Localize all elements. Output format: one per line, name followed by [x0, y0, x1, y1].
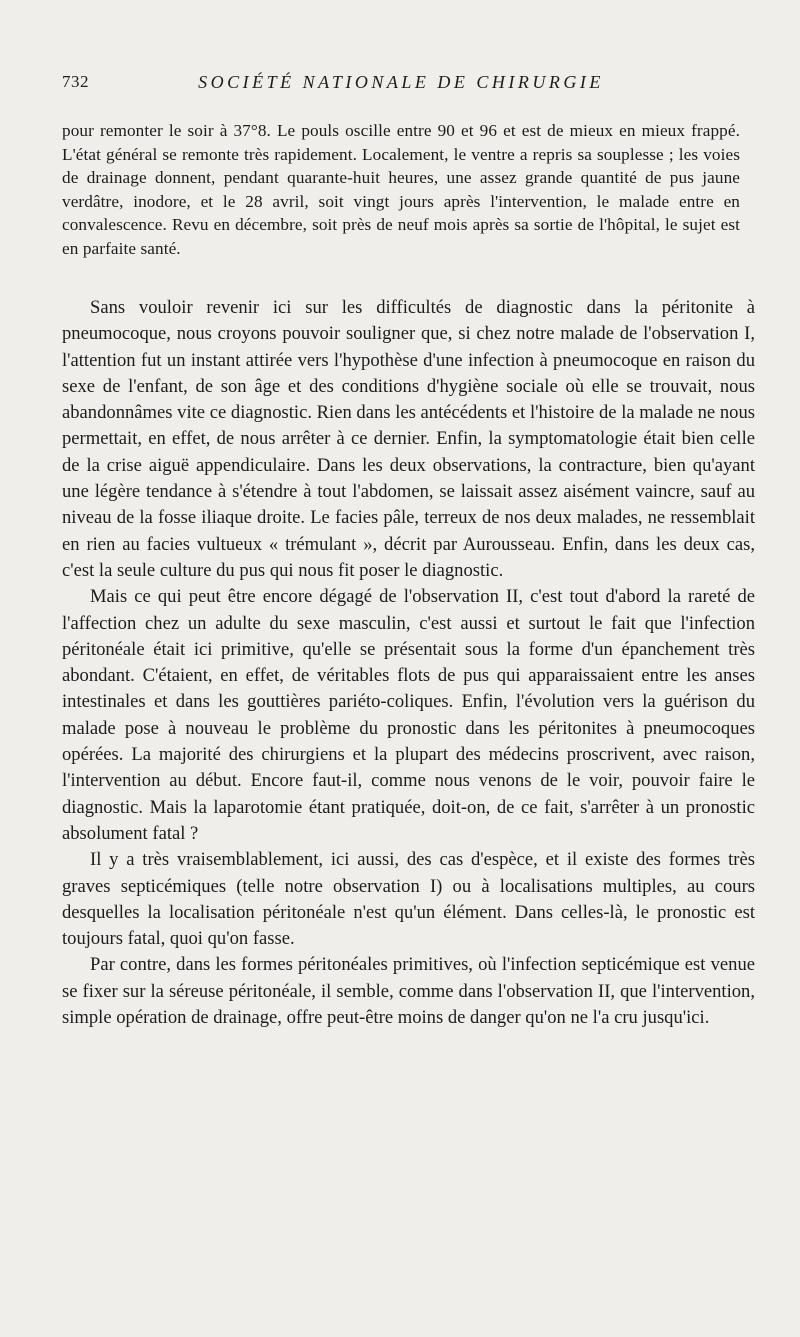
- discussion-paragraph-3: Il y a très vraisemblablement, ici aussi, des cas d'espèce, et il existe des formes très graves septicémiques (telle notre observation I) ou à localisations multiples, au cours desquelles la localisation péritonéale n'est qu'un élément. Dans celles-là, le pronostic est toujours fatal, quoi qu'on fasse.: [62, 849, 755, 950]
- page-header: [62, 72, 740, 96]
- observation-text-block: [62, 119, 740, 261]
- discussion-paragraph-4: Par contre, dans les formes péritonéales primitives, où l'infection septicémique est venue se fixer sur la séreuse péritonéale, il semble, comme dans l'observation II, que l'intervention, simple opération de drainage, offre peut-être moins de danger qu'on ne l'a cru jusqu'ici.: [62, 954, 755, 1029]
- discussion-paragraph-2: Mais ce qui peut être encore dégagé de l'observation II, c'est tout d'abord la rareté de l'affection chez un adulte du sexe masculin, c'est aussi et surtout le fait que l'infection péritonéale était ici primitive, qu'elle se présentait sous la forme d'un épanchement très abondant. C'étaient, en effet, de véritables flots de pus qui apparaissaient entre les anses intestinales et dans les gouttières pariéto-coliques. Enfin, l'évolution vers la guérison du malade pose à nouveau le problème du pronostic dans les péritonites à pneumocoques opérées. La majorité des chirurgiens et la plupart des médecins proscrivent, avec raison, l'intervention au début. Encore faut-il, comme nous venons de le voir, pouvoir faire le diagnostic. Mais la laparotomie étant pratiquée, doit-on, de ce fait, s'arrêter à un pronostic absolument fatal ?: [62, 586, 755, 844]
- observation-paragraph: pour remonter le soir à 37°8. Le pouls oscille entre 90 et 96 et est de mieux en mieux frappé. L'état général se remonte très rapidement. Localement, le ventre a repris sa souplesse ; les voies de drainage donnent, pendant quarante-huit heures, une assez grande quantité de pus jaune verdâtre, inodore, et le 28 avril, soit vingt jours après l'intervention, le malade entre en convalescence. Revu en décembre, soit près de neuf mois après sa sortie de l'hôpital, le sujet est en parfaite santé.: [62, 121, 740, 258]
- discussion-text-block: [62, 295, 755, 1031]
- page-number: 732: [62, 72, 89, 91]
- discussion-paragraph-1: Sans vouloir revenir ici sur les difficultés de diagnostic dans la péritonite à pneumocoque, nous croyons pouvoir souligner que, si chez notre malade de l'observation I, l'attention fut un instant attirée vers l'hypothèse d'une infection à pneumocoque en raison du sexe de l'enfant, de son âge et des conditions d'hygiène sociale où elle se trouvait, nous abandonnâmes vite ce diagnostic. Rien dans les antécédents et l'histoire de la malade ne nous permettait, en effet, de nous arrêter à ce dernier. Enfin, la symptomatologie était bien celle de la crise aiguë appendiculaire. Dans les deux observations, la contracture, bien qu'ayant une légère tendance à s'étendre à tout l'abdomen, se laissait assez aisément vaincre, sauf au niveau de la fosse iliaque droite. Le facies pâle, terreux de nos deux malades, ne ressemblait en rien au facies vultueux « trémulant », décrit par Aurousseau. Enfin, dans les deux cas, c'est la seule culture du pus qui nous fit poser le diagnostic.: [62, 297, 755, 581]
- running-title: SOCIÉTÉ NATIONALE DE CHIRURGIE: [198, 72, 604, 92]
